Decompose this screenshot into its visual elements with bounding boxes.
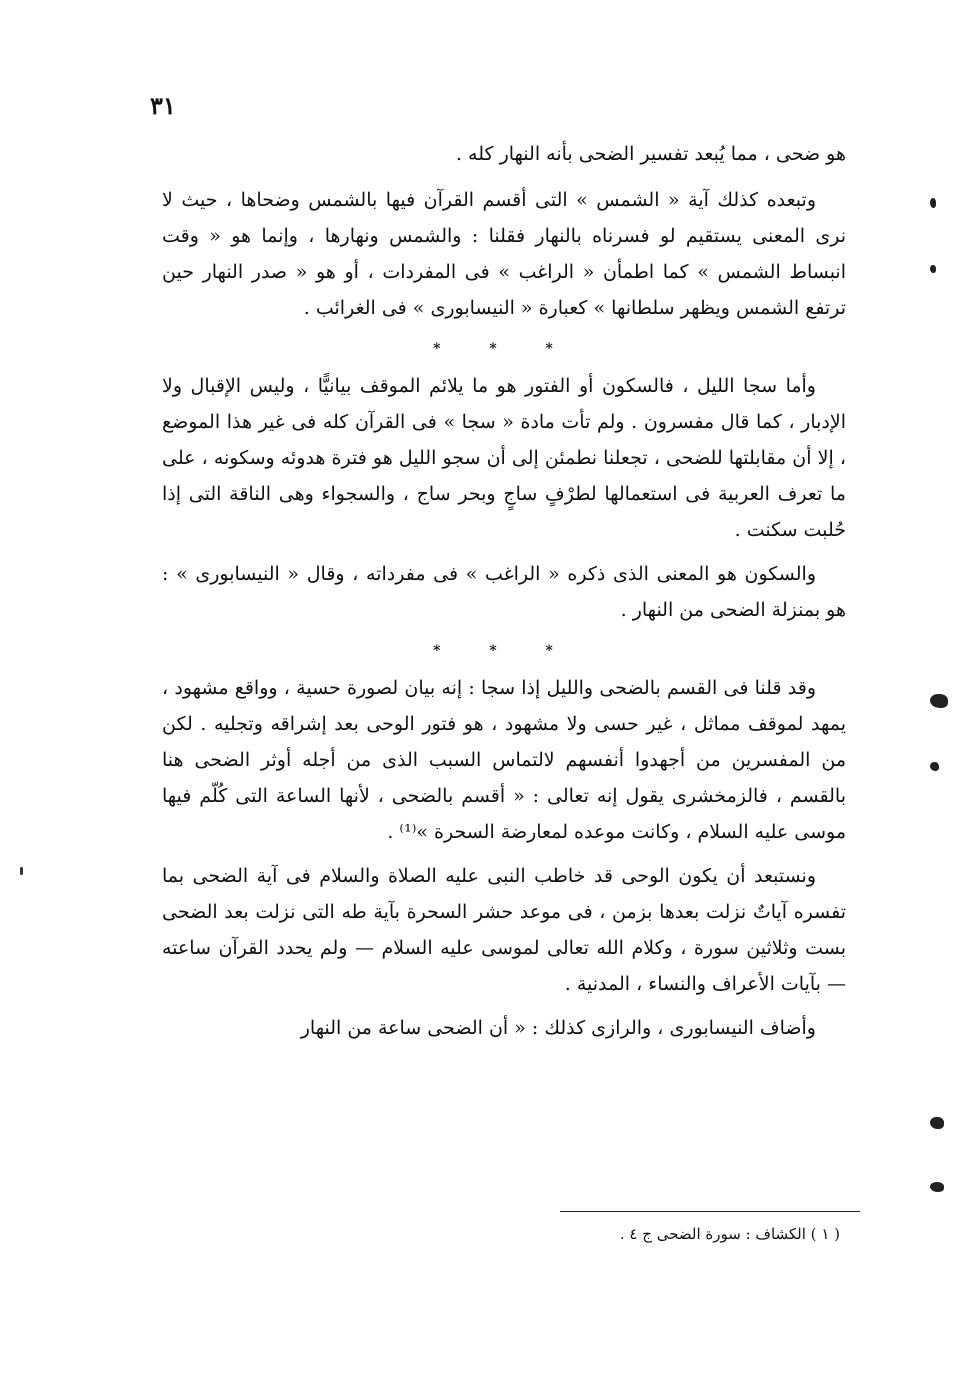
page-number: ٣١ — [150, 91, 176, 120]
footnote: ( ١ ) الكشاف : سورة الضحى ج ٤ . — [619, 1225, 840, 1243]
paragraph-5: وقد قلنا فى القسم بالضحى والليل إذا سجا : إنه بيان لصورة حسية ، وواقع مشهود ، يمهد لموقف مماثل ، غير حسى ولا مشهود ، هو فتور الوحى بعد إشراقه وتجليه . لكن من المفسرين من أجهدوا أنفسهم لالتماس السبب الذى من أجله أوثر الضحى هنا بالقسم ، فالزمخشرى يقول إنه تعالى : « أقسم بالضحى ، لأنها الساعة التى كُلّم فيها موسى عليه السلام ، وكانت موعده لمعارضة السحرة »⁽¹⁾ . — [162, 677, 846, 843]
paragraph-3: وأما سجا الليل ، فالسكون أو الفتور هو ما يلائم الموقف بيانيًّا ، وليس الإقبال ولا الإدبار ، كما قال مفسرون . ولم تأت مادة « سجا » فى القرآن كله فى غير هذا الموضع ، إلا أن مقابلتها للضحى ، تجعلنا نطمئن إلى أن سجو الليل هو فترة هدوئه وسكونه ، على ما تعرف العربية فى استعمالها لطرْفٍ ساجٍ وبحر ساج ، والسجواء وهى الناقة التى إذا حُلبت سكنت . — [162, 375, 846, 541]
margin-ink-mark — [930, 265, 956, 285]
margin-ink-mark — [930, 1182, 956, 1202]
paragraph-7: وأضاف النيسابورى ، والرازى كذلك : « أن الضحى ساعة من النهار — [300, 1017, 816, 1039]
paragraph-1: هو ضحى ، مما يُبعد تفسير الضحى بأنه النهار كله . — [455, 143, 846, 165]
margin-ink-mark — [930, 198, 956, 218]
paragraph-6: ونستبعد أن يكون الوحى قد خاطب النبى عليه الصلاة والسلام فى آية الضحى بما تفسره آياتٌ نزلت بعدها بزمن ، فى موعد حشر السحرة بآية طه التى نزلت بعد الضحى بست وثلاثين سورة ، وكلام الله تعالى لموسى عليه السلام — ولم يحدد القرآن ساعته — بآيات الأعراف والنساء ، المدنية . — [162, 865, 846, 995]
section-separator-2: * * * — [433, 643, 575, 659]
paragraph-2: وتبعده كذلك آية « الشمس » التى أقسم القرآن فيها بالشمس وضحاها ، حيث لا نرى المعنى يستقيم لو فسرناه بالنهار فقلنا : والشمس ونهارها ، وإنما هو « وقت انبساط الشمس » كما اطمأن « الراغب » فى المفردات ، أو هو « صدر النهار حين ترتفع الشمس ويظهر سلطانها » كعبارة « النيسابورى » فى الغرائب . — [162, 189, 846, 319]
margin-ink-mark — [930, 762, 956, 782]
stray-ink-dot — [20, 867, 23, 875]
section-separator-1: * * * — [433, 341, 575, 357]
margin-ink-mark — [930, 1117, 956, 1137]
margin-ink-mark — [930, 694, 956, 714]
page-body — [162, 136, 846, 1054]
footnote-divider — [560, 1211, 860, 1212]
paragraph-4: والسكون هو المعنى الذى ذكره « الراغب » فى مفرداته ، وقال « النيسابورى » : هو بمنزلة الضحى من النهار . — [162, 563, 846, 621]
